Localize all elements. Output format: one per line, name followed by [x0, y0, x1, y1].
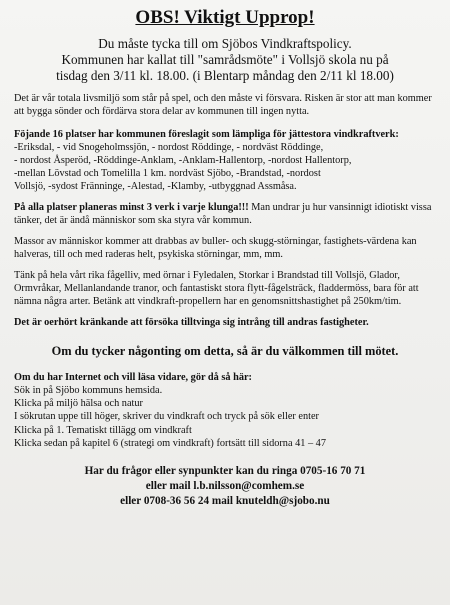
page-title: OBS! Viktigt Upprop!: [135, 7, 315, 28]
intro-line: Du måste tycka till om Sjöbos Vindkraftspolicy.: [98, 36, 352, 51]
intro-block: [14, 36, 436, 84]
intro-line: tisdag den 3/11 kl. 18.00. (i Blentarp måndag den 2/11 kl 18.00): [56, 68, 394, 83]
step-item: Klicka på miljö hälsa och natur: [14, 398, 143, 410]
meeting-invitation: Om du tycker någonting om detta, så är du välkommen till mötet.: [51, 344, 399, 358]
places-line: - nordost Åsperöd, -Röddinge-Anklam, -Anklam-Hallentorp, -nordost Hallentorp,: [14, 155, 352, 166]
step-item: Klicka på 1. Tematiskt tillägg om vindkraft: [14, 424, 192, 436]
contact-line: Har du frågor eller synpunkter kan du ringa 0705-16 70 71: [84, 465, 366, 478]
places-line: -Eriksdal, - vid Snogeholmssjön, - nordost Röddinge, - nordväst Röddinge,: [14, 142, 324, 153]
paragraph-turbines-bold: På alla platser planeras minst 3 verk i varje klunga!!!: [14, 202, 249, 213]
contact-line: eller 0708-36 56 24 mail knuteldh@sjobo.nu: [120, 495, 330, 508]
places-list: [14, 141, 436, 193]
step-item: I sökrutan uppe till höger, skriver du vindkraft och tryck på sök eller enter: [14, 411, 319, 423]
places-heading: Föjande 16 platser har kommunen föreslagit som lämpliga för jättestora vindkraftverk:: [14, 129, 399, 140]
internet-steps: [14, 384, 436, 450]
paragraph-intrusion: Det är oerhört kränkande att försöka tilltvinga sig intrång till andras fastigheter.: [14, 317, 369, 328]
internet-heading: Om du har Internet och vill läsa vidare, gör då så här:: [14, 372, 252, 383]
intro-line: Kommunen har kallat till "samrådsmöte" i Vollsjö skola nu på: [61, 52, 389, 67]
contact-block: [14, 464, 436, 509]
paragraph-turbines-rest: Man undrar ju hur vansinnigt idiotiskt vissa tänker, det är ändå människor som ska styra vår kommun.: [14, 202, 432, 226]
paragraph-turbines: [14, 201, 436, 227]
step-item: Sök in på Sjöbo kommuns hemsida.: [14, 385, 163, 396]
contact-line: eller mail l.b.nilsson@comhem.se: [145, 480, 305, 493]
paragraph-disturbance: Massor av människor kommer att drabbas av buller- och skugg-störningar, fastighets-värdena kan halveras, till och med raderas helt, psykiska störningar, mm, mm.: [14, 236, 417, 260]
step-item: Klicka sedan på kapitel 6 (strategi om vindkraft) fortsätt till sidorna 41 – 47: [14, 437, 326, 449]
places-line: -mellan Lövstad och Tomelilla 1 km. nordväst Sjöbo, -Brandstad, -nordost: [14, 168, 321, 179]
paragraph-environment: Det är vår totala livsmiljö som står på spel, och den måste vi försvara. Risken är stor att man kommer att bygga sönder och fördärva stora delar av kommunen till ingen nytta.: [14, 93, 432, 117]
paragraph-birds: Tänk på hela vårt rika fågelliv, med örnar i Fyledalen, Storkar i Brandstad till Vollsjö, Glador, Ormvråkar, Mellanlandande tranor, och fantastiskt stora flytt-fågelsträck, fladdermöss, bara för att nämna några arter. Betänk att vindkraft-propellern har en genomsnittshastighet på 250km/tim.: [14, 270, 419, 307]
places-line: Vollsjö, -sydost Fränninge, -Alestad, -Klamby, -utbyggnad Assmåsa.: [14, 181, 297, 192]
